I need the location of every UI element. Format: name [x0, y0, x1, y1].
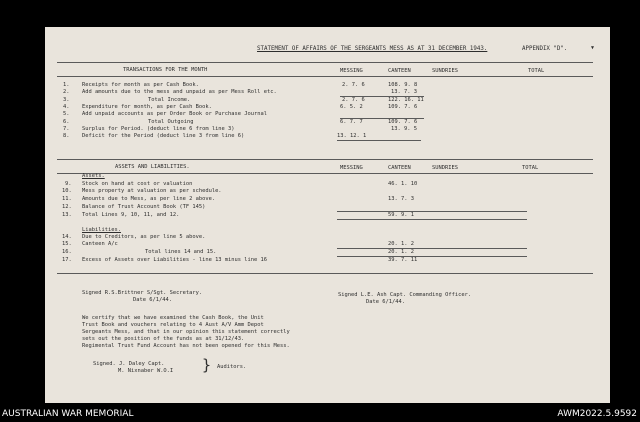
col-messing: MESSING — [340, 165, 363, 171]
row-label: Stock on hand at cost or valuation — [82, 181, 193, 187]
corner-mark: ▼ — [591, 45, 595, 51]
certification-line: Sergeants Mess, and that in our opinion this statement correctly — [82, 329, 290, 335]
section1-header: TRANSACTIONS FOR THE MONTH — [123, 67, 208, 73]
certification-line: Trust Book and vouchers relating to 4 Aust A/V Amm Depot — [82, 322, 264, 328]
row-num: 1. — [63, 82, 70, 88]
row-label: Total Income. — [148, 97, 191, 103]
divider — [57, 62, 593, 63]
row-canteen: 109. 7. 6 — [388, 104, 418, 110]
row-label: Total Lines 9, 10, 11, and 12. — [82, 212, 180, 218]
row-messing: 13. 12. 1 — [337, 133, 367, 139]
row-messing: 6. 7. 7 — [340, 119, 363, 125]
secretary-signature: Signed R.S.Brittner S/Sgt. Secretary. — [82, 290, 203, 296]
row-label: Deficit for the Period (deduct line 3 from line 6) — [82, 133, 245, 139]
col-messing: MESSING — [340, 68, 363, 74]
row-num: 10. — [62, 188, 72, 194]
row-canteen: 13. 7. 3 — [391, 89, 417, 95]
divider — [337, 248, 527, 249]
divider — [337, 211, 527, 212]
row-num: 3. — [63, 97, 70, 103]
certification-line: sets out the position of the funds as at 31/12/43. — [82, 336, 245, 342]
co-date: Date 6/1/44. — [366, 299, 405, 305]
row-label: Add unpaid accounts as per Order Book or Purchase Journal — [82, 111, 267, 117]
row-canteen: 13. 7. 3 — [388, 196, 414, 202]
footer-accession: AWM2022.5.9592 — [557, 409, 637, 419]
divider — [337, 256, 527, 257]
row-canteen: 13. 9. 5 — [391, 126, 417, 132]
divider — [337, 219, 527, 220]
row-label: Total Outgoing — [148, 119, 194, 125]
divider — [57, 173, 593, 174]
footer-credit: AUSTRALIAN WAR MEMORIAL — [2, 409, 134, 419]
col-canteen: CANTEEN — [388, 165, 411, 171]
col-sundries: SUNDRIES — [432, 165, 458, 171]
row-num: 5. — [63, 111, 70, 117]
row-canteen: 108. 9. 8 — [388, 82, 418, 88]
row-num: 8. — [63, 133, 70, 139]
document-title: STATEMENT OF AFFAIRS OF THE SERGEANTS MESS AS AT 31 DECEMBER 1943. — [257, 46, 488, 52]
row-canteen: 109. 7. 6 — [388, 119, 418, 125]
row-label: Excess of Assets over Liabilities - line 13 minus line 16 — [82, 257, 267, 263]
auditor-signature: M. Nixnaber W.O.I — [118, 368, 174, 374]
row-canteen: 39. 7. 11 — [388, 257, 418, 263]
row-num: 2. — [63, 89, 70, 95]
row-label: Balance of Trust Account Book (TF 145) — [82, 204, 206, 210]
row-label: Add amounts due to the mess and unpaid as per Mess Roll etc. — [82, 89, 277, 95]
divider — [57, 273, 593, 274]
row-label: Total lines 14 and 15. — [145, 249, 217, 255]
row-canteen: 20. 1. 2 — [388, 241, 414, 247]
row-num: 12. — [62, 204, 72, 210]
brace: } — [202, 356, 212, 374]
row-label: Due to Creditors, as per line 5 above. — [82, 234, 206, 240]
row-num: 15. — [62, 241, 72, 247]
row-canteen: 46. 1. 10 — [388, 181, 418, 187]
co-signature: Signed L.E. Ash Capt. Commanding Officer. — [338, 292, 472, 298]
row-label: Expenditure for month, as per Cash Book. — [82, 104, 212, 110]
col-total: TOTAL — [528, 68, 545, 74]
certification-line: We certify that we have examined the Cash Book, the Unit — [82, 315, 264, 321]
row-num: 11. — [62, 196, 72, 202]
appendix-label: APPENDIX "D". — [522, 46, 568, 52]
row-label: Amounts due to Mess, as per line 2 above. — [82, 196, 216, 202]
row-num: 14. — [62, 234, 72, 240]
secretary-date: Date 6/1/44. — [133, 297, 172, 303]
row-messing: 2. 7. 6 — [342, 82, 365, 88]
row-num: 9. — [65, 181, 72, 187]
auditor-signature: Signed. J. Daley Capt. — [93, 361, 165, 367]
row-label: Surplus for Period. (deduct line 6 from line 3) — [82, 126, 235, 132]
document-page — [45, 27, 610, 403]
row-canteen: 122. 16. 11 — [388, 97, 424, 103]
row-label: Canteen A/c — [82, 241, 118, 247]
row-label: Receipts for month as per Cash Book. — [82, 82, 199, 88]
row-num: 16. — [62, 249, 72, 255]
row-num: 4. — [63, 104, 70, 110]
col-total: TOTAL — [522, 165, 539, 171]
col-canteen: CANTEEN — [388, 68, 411, 74]
row-canteen: 59. 9. 1 — [388, 212, 414, 218]
col-sundries: SUNDRIES — [432, 68, 458, 74]
row-num: 6. — [63, 119, 70, 125]
auditors-label: Auditors. — [217, 364, 247, 370]
certification-line: Regimental Trust Fund Account has not been opened for this Mess. — [82, 343, 290, 349]
divider — [337, 140, 421, 141]
section2-header: ASSETS AND LIABILITIES. — [115, 164, 190, 170]
assets-label: Assets. — [82, 173, 105, 179]
row-label: Mess property at valuation as per schedule. — [82, 188, 222, 194]
row-messing: 6. 5. 2 — [340, 104, 363, 110]
divider — [57, 159, 593, 160]
row-canteen: 20. 1. 2 — [388, 249, 414, 255]
divider — [57, 76, 593, 77]
row-num: 17. — [62, 257, 72, 263]
row-messing: 2. 7. 6 — [342, 97, 365, 103]
row-num: 13. — [62, 212, 72, 218]
liabilities-label: Liabilities. — [82, 227, 121, 233]
row-num: 7. — [63, 126, 70, 132]
